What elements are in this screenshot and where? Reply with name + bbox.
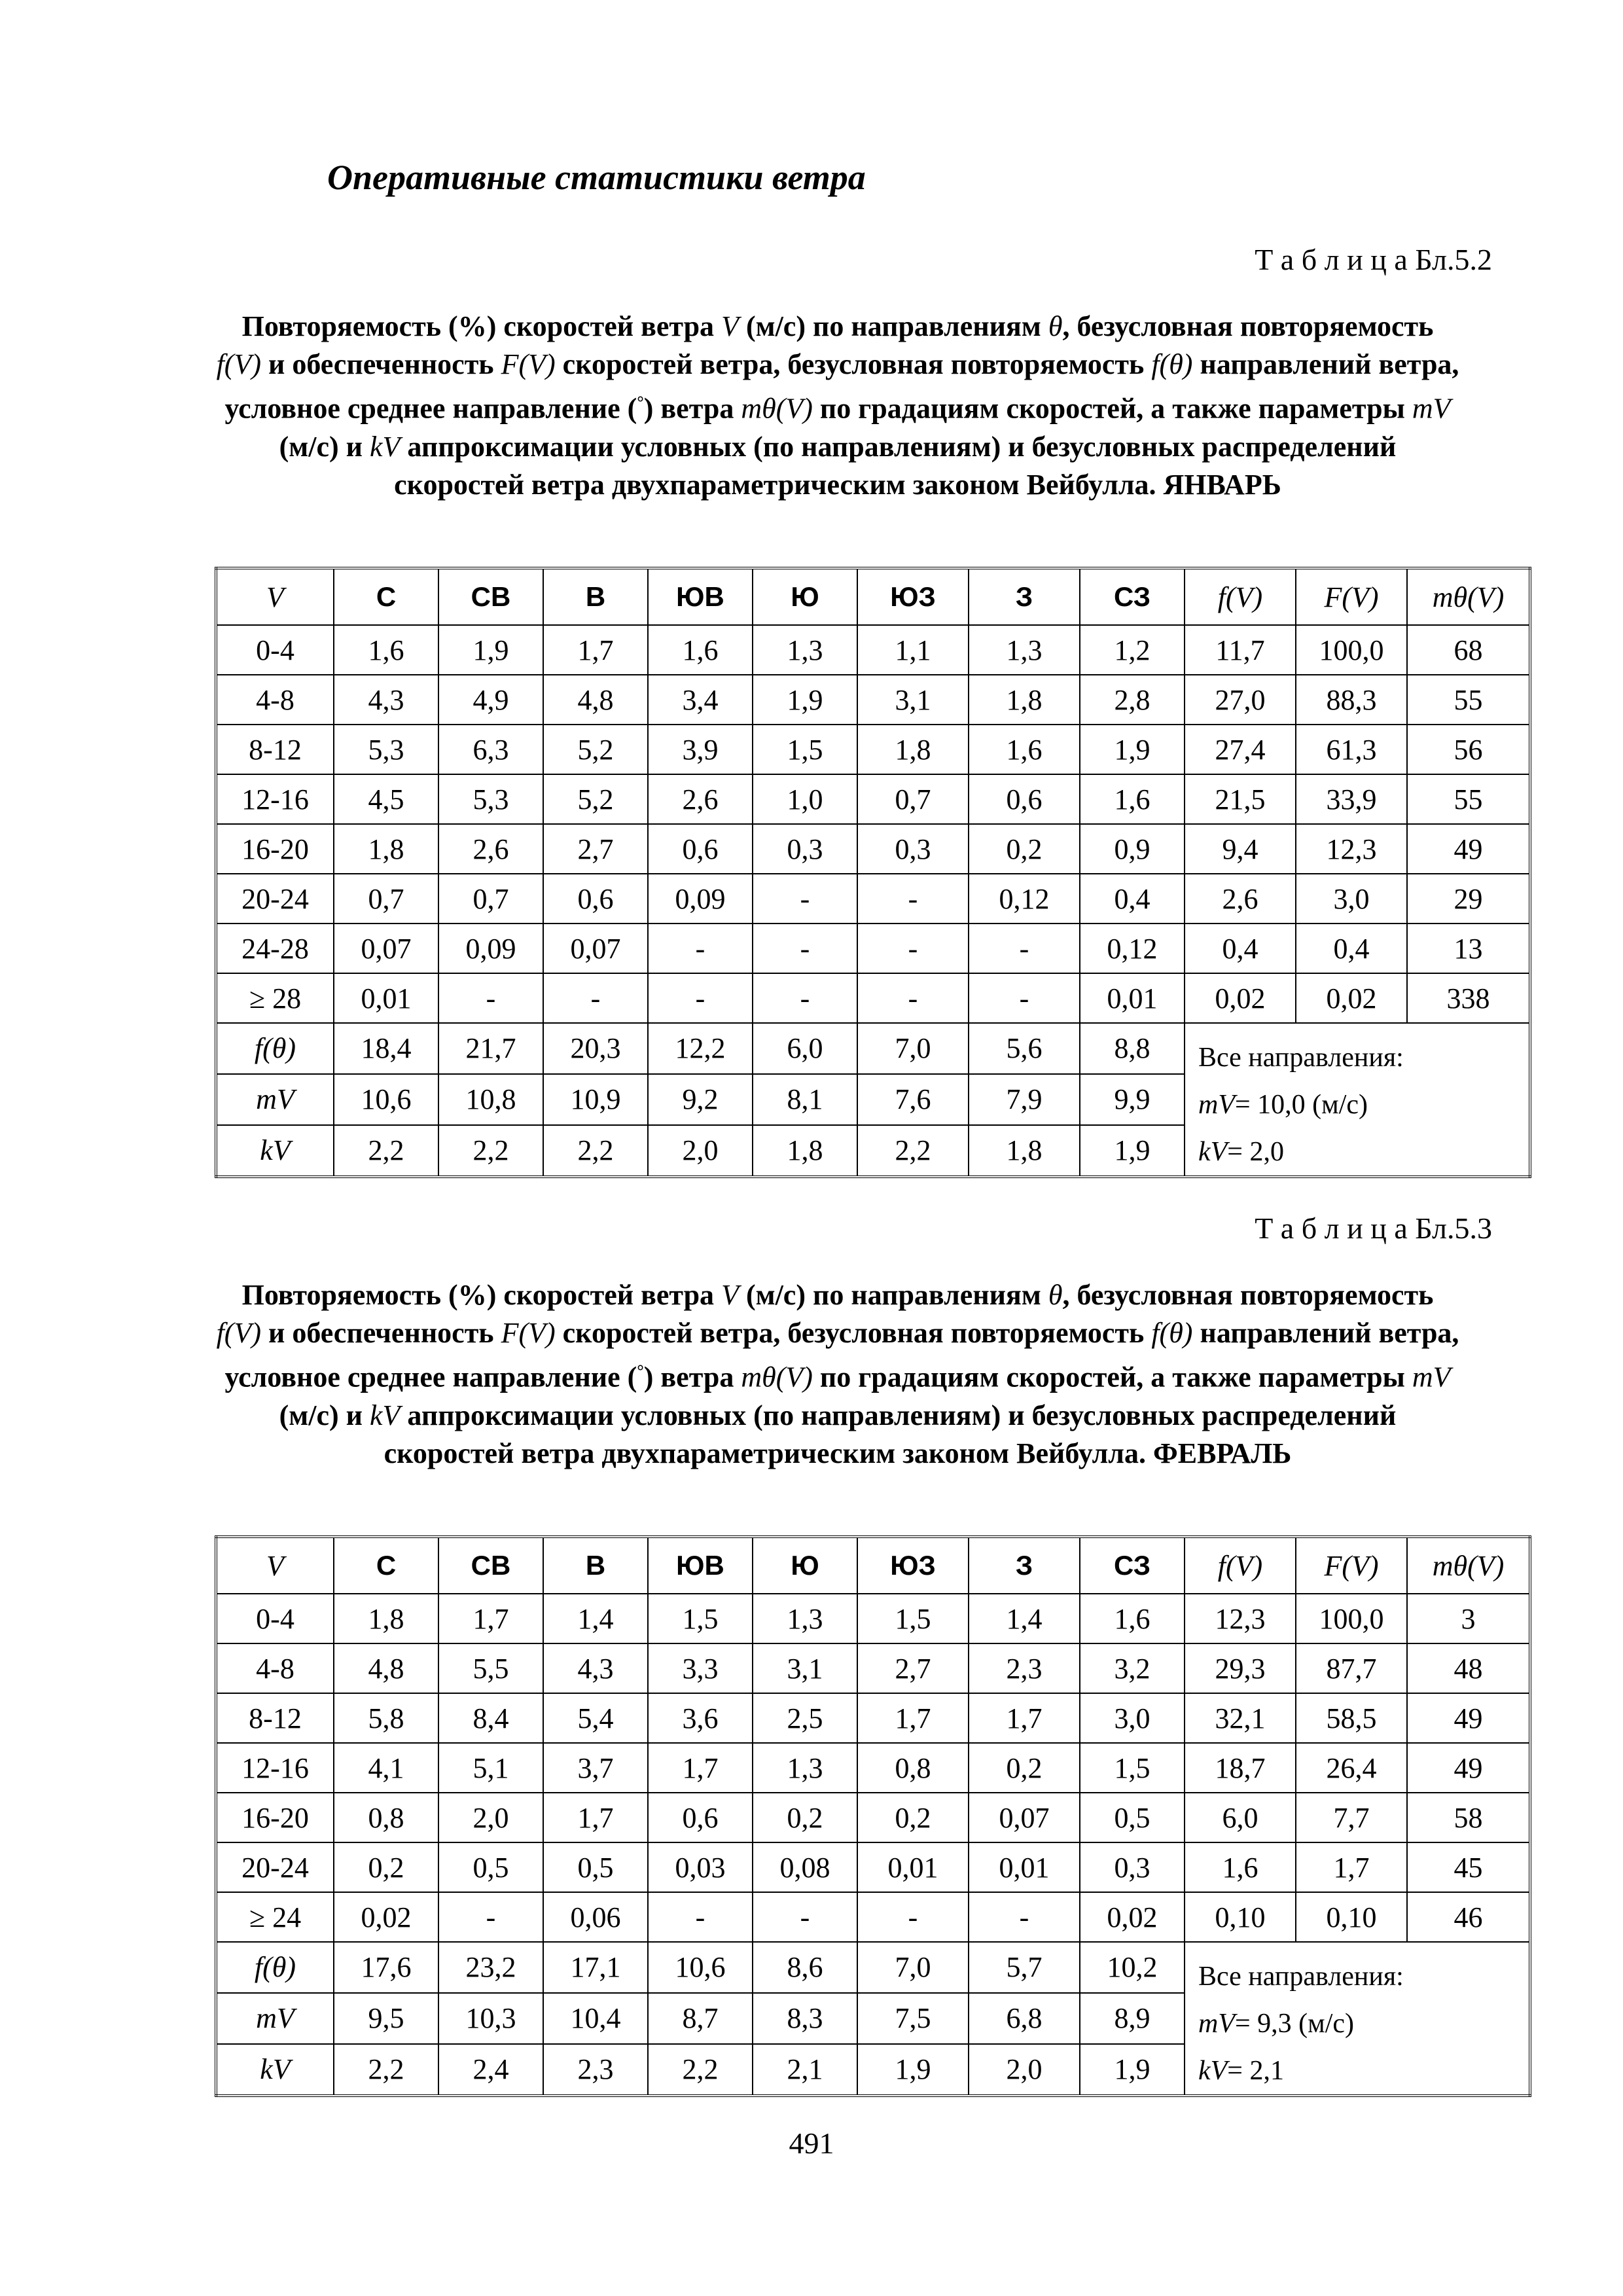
cell-value: 8,9 bbox=[1080, 1993, 1185, 2044]
cell-value: 3,4 bbox=[648, 675, 753, 725]
cell-value: 1,5 bbox=[753, 725, 857, 774]
cell-m-theta: 55 bbox=[1407, 774, 1530, 824]
cell-value: 2,6 bbox=[648, 774, 753, 824]
cell-value: 5,2 bbox=[543, 725, 648, 774]
cell-value: - bbox=[753, 924, 857, 973]
cell-value: 1,3 bbox=[753, 1743, 857, 1793]
cell-value: 9,9 bbox=[1080, 1074, 1185, 1125]
cell-m-theta: 338 bbox=[1407, 973, 1530, 1023]
cell-value: 1,7 bbox=[857, 1693, 969, 1743]
table-caption: Повторяемость (%) скоростей ветра V (м/с) по направлениям θ, безусловная повторяемость f(V) и обеспеченность F(V) скоростей ветра, безусловная повторяемость f(θ) направлений ветра, условное среднее направление (°) ветра mθ(V) по градациям скоростей, а также параметры mV (м/с) и kV аппроксимации условных (по направлениям) и безусловных распределений скоростей ветра двухпараметрическим законом Вейбулла. ФЕВРАЛЬ bbox=[216, 1279, 1459, 1469]
cell-value: 0,01 bbox=[334, 973, 438, 1023]
header-v: V bbox=[216, 568, 334, 625]
cell-Fv: 0,02 bbox=[1296, 973, 1407, 1023]
summary-kv: kV= 2,0 bbox=[1198, 1137, 1284, 1167]
cell-value: 7,6 bbox=[857, 1074, 969, 1125]
table-row bbox=[216, 1892, 1530, 1942]
header-m-theta: mθ(V) bbox=[1407, 1537, 1530, 1594]
cell-value: 5,6 bbox=[969, 1023, 1080, 1074]
cell-value: 0,01 bbox=[857, 1842, 969, 1892]
cell-value: 2,0 bbox=[438, 1793, 543, 1842]
cell-value: 1,7 bbox=[543, 1793, 648, 1842]
table-month: ФЕВРАЛЬ bbox=[1152, 1437, 1292, 1469]
cell-value: - bbox=[969, 1892, 1080, 1942]
cell-value: 5,3 bbox=[438, 774, 543, 824]
cell-value: 1,2 bbox=[1080, 625, 1185, 675]
cell-value: 0,08 bbox=[753, 1842, 857, 1892]
speed-range: 8-12 bbox=[216, 725, 334, 774]
speed-range: 0-4 bbox=[216, 625, 334, 675]
cell-value: 1,9 bbox=[1080, 2044, 1185, 2096]
header-direction: Ю bbox=[753, 568, 857, 625]
cell-value: 3,1 bbox=[753, 1643, 857, 1693]
table-row bbox=[216, 973, 1530, 1023]
table-number: Т а б л и ц а Бл.5.2 bbox=[1255, 243, 1492, 276]
row-label: mV bbox=[216, 1993, 334, 2044]
table-row bbox=[216, 1842, 1530, 1892]
header-fv: f(V) bbox=[1185, 568, 1296, 625]
cell-m-theta: 49 bbox=[1407, 824, 1530, 874]
cell-value: 5,3 bbox=[334, 725, 438, 774]
cell-value: 0,5 bbox=[1080, 1793, 1185, 1842]
cell-value: - bbox=[753, 874, 857, 924]
cell-m-theta: 49 bbox=[1407, 1743, 1530, 1793]
table-row bbox=[216, 824, 1530, 874]
speed-range: 4-8 bbox=[216, 675, 334, 725]
cell-value: 0,02 bbox=[1080, 1892, 1185, 1942]
cell-Fv: 100,0 bbox=[1296, 1594, 1407, 1643]
cell-value: 1,9 bbox=[1080, 1125, 1185, 1177]
cell-value: 5,8 bbox=[334, 1693, 438, 1743]
section-title: Оперативные статистики ветра bbox=[327, 158, 866, 197]
cell-value: 0,5 bbox=[543, 1842, 648, 1892]
cell-value: - bbox=[648, 973, 753, 1023]
cell-value: 1,8 bbox=[334, 824, 438, 874]
cell-value: 1,1 bbox=[857, 625, 969, 675]
cell-value: 5,5 bbox=[438, 1643, 543, 1693]
cell-value: - bbox=[438, 973, 543, 1023]
cell-value: 4,8 bbox=[543, 675, 648, 725]
cell-value: 0,2 bbox=[857, 1793, 969, 1842]
cell-value: 0,6 bbox=[543, 874, 648, 924]
row-label: kV bbox=[216, 2044, 334, 2096]
header-direction: ЮВ bbox=[648, 568, 753, 625]
cell-value: - bbox=[753, 1892, 857, 1942]
cell-value: - bbox=[857, 924, 969, 973]
speed-range: 16-20 bbox=[216, 824, 334, 874]
cell-fv: 12,3 bbox=[1185, 1594, 1296, 1643]
row-label: f(θ) bbox=[216, 1023, 334, 1074]
cell-value: 7,9 bbox=[969, 1074, 1080, 1125]
cell-value: 10,9 bbox=[543, 1074, 648, 1125]
cell-value: 0,8 bbox=[857, 1743, 969, 1793]
cell-value: 1,7 bbox=[438, 1594, 543, 1643]
header-direction: СЗ bbox=[1080, 568, 1185, 625]
cell-value: 1,5 bbox=[1080, 1743, 1185, 1793]
cell-value: - bbox=[648, 1892, 753, 1942]
cell-value: - bbox=[857, 973, 969, 1023]
cell-fv: 32,1 bbox=[1185, 1693, 1296, 1743]
cell-value: 10,4 bbox=[543, 1993, 648, 2044]
cell-value: 0,7 bbox=[857, 774, 969, 824]
cell-value: 1,0 bbox=[753, 774, 857, 824]
cell-value: 3,3 bbox=[648, 1643, 753, 1693]
cell-value: 2,3 bbox=[969, 1643, 1080, 1693]
cell-value: 2,2 bbox=[334, 2044, 438, 2096]
cell-value: 3,9 bbox=[648, 725, 753, 774]
cell-value: 1,6 bbox=[969, 725, 1080, 774]
cell-value: 8,4 bbox=[438, 1693, 543, 1743]
cell-value: 10,6 bbox=[334, 1074, 438, 1125]
cell-value: 0,3 bbox=[857, 824, 969, 874]
cell-value: 1,4 bbox=[969, 1594, 1080, 1643]
cell-value: 3,1 bbox=[857, 675, 969, 725]
cell-value: - bbox=[543, 973, 648, 1023]
cell-value: 2,0 bbox=[648, 1125, 753, 1177]
cell-Fv: 87,7 bbox=[1296, 1643, 1407, 1693]
cell-value: 0,5 bbox=[438, 1842, 543, 1892]
header-direction: З bbox=[969, 1537, 1080, 1594]
summary-mv: mV= 10,0 (м/с) bbox=[1198, 1090, 1368, 1120]
cell-value: 0,01 bbox=[969, 1842, 1080, 1892]
cell-fv: 21,5 bbox=[1185, 774, 1296, 824]
cell-value: 7,5 bbox=[857, 1993, 969, 2044]
header-direction: В bbox=[543, 568, 648, 625]
cell-value: 0,6 bbox=[969, 774, 1080, 824]
cell-value: - bbox=[438, 1892, 543, 1942]
cell-fv: 27,0 bbox=[1185, 675, 1296, 725]
cell-value: 2,5 bbox=[753, 1693, 857, 1743]
speed-range: 20-24 bbox=[216, 1842, 334, 1892]
header-fv: f(V) bbox=[1185, 1537, 1296, 1594]
cell-value: 2,2 bbox=[543, 1125, 648, 1177]
table-row bbox=[216, 1693, 1530, 1743]
cell-value: 1,6 bbox=[648, 625, 753, 675]
cell-value: 0,2 bbox=[334, 1842, 438, 1892]
cell-value: 8,6 bbox=[753, 1942, 857, 1993]
cell-value: 2,6 bbox=[438, 824, 543, 874]
cell-value: 10,8 bbox=[438, 1074, 543, 1125]
header-row bbox=[216, 1537, 1530, 1594]
cell-value: 4,1 bbox=[334, 1743, 438, 1793]
cell-value: 0,9 bbox=[1080, 824, 1185, 874]
cell-fv: 29,3 bbox=[1185, 1643, 1296, 1693]
cell-Fv: 0,4 bbox=[1296, 924, 1407, 973]
cell-value: 0,4 bbox=[1080, 874, 1185, 924]
cell-value: 0,07 bbox=[543, 924, 648, 973]
table-caption: Повторяемость (%) скоростей ветра V (м/с) по направлениям θ, безусловная повторяемость f(V) и обеспеченность F(V) скоростей ветра, безусловная повторяемость f(θ) направлений ветра, условное среднее направление (°) ветра mθ(V) по градациям скоростей, а также параметры mV (м/с) и kV аппроксимации условных (по направлениям) и безусловных распределений скоростей ветра двухпараметрическим законом Вейбулла. ЯНВАРЬ bbox=[216, 310, 1459, 501]
cell-value: 5,7 bbox=[969, 1942, 1080, 1993]
header-direction: В bbox=[543, 1537, 648, 1594]
cell-value: 1,3 bbox=[753, 1594, 857, 1643]
cell-value: 2,3 bbox=[543, 2044, 648, 2096]
speed-range: 20-24 bbox=[216, 874, 334, 924]
cell-m-theta: 49 bbox=[1407, 1693, 1530, 1743]
cell-fv: 9,4 bbox=[1185, 824, 1296, 874]
cell-m-theta: 29 bbox=[1407, 874, 1530, 924]
cell-value: 6,0 bbox=[753, 1023, 857, 1074]
cell-value: 1,8 bbox=[857, 725, 969, 774]
cell-value: 6,8 bbox=[969, 1993, 1080, 2044]
cell-Fv: 7,7 bbox=[1296, 1793, 1407, 1842]
cell-value: 9,5 bbox=[334, 1993, 438, 2044]
speed-range: 4-8 bbox=[216, 1643, 334, 1693]
cell-fv: 27,4 bbox=[1185, 725, 1296, 774]
table-number: Т а б л и ц а Бл.5.3 bbox=[1255, 1211, 1492, 1245]
table-row bbox=[216, 1743, 1530, 1793]
cell-value: 1,6 bbox=[1080, 1594, 1185, 1643]
cell-value: 0,12 bbox=[1080, 924, 1185, 973]
cell-value: 10,6 bbox=[648, 1942, 753, 1993]
cell-value: 2,0 bbox=[969, 2044, 1080, 2096]
cell-fv: 11,7 bbox=[1185, 625, 1296, 675]
cell-m-theta: 58 bbox=[1407, 1793, 1530, 1842]
cell-value: 5,2 bbox=[543, 774, 648, 824]
row-label: kV bbox=[216, 1125, 334, 1177]
cell-value: 10,3 bbox=[438, 1993, 543, 2044]
cell-Fv: 1,7 bbox=[1296, 1842, 1407, 1892]
header-direction: З bbox=[969, 568, 1080, 625]
cell-value: 1,3 bbox=[753, 625, 857, 675]
cell-value: 2,8 bbox=[1080, 675, 1185, 725]
table-row bbox=[216, 874, 1530, 924]
cell-m-theta: 55 bbox=[1407, 675, 1530, 725]
cell-value: 2,4 bbox=[438, 2044, 543, 2096]
cell-m-theta: 48 bbox=[1407, 1643, 1530, 1693]
header-direction: ЮЗ bbox=[857, 568, 969, 625]
cell-m-theta: 46 bbox=[1407, 1892, 1530, 1942]
cell-value: 5,4 bbox=[543, 1693, 648, 1743]
cell-value: 4,3 bbox=[334, 675, 438, 725]
table-row bbox=[216, 1643, 1530, 1693]
cell-value: 1,9 bbox=[1080, 725, 1185, 774]
table-row bbox=[216, 725, 1530, 774]
cell-value: 2,2 bbox=[857, 1125, 969, 1177]
cell-fv: 0,10 bbox=[1185, 1892, 1296, 1942]
summary-mv: mV= 9,3 (м/с) bbox=[1198, 2009, 1355, 2039]
table-row bbox=[216, 924, 1530, 973]
header-m-theta: mθ(V) bbox=[1407, 568, 1530, 625]
cell-value: 4,5 bbox=[334, 774, 438, 824]
summary-label: Все направления: bbox=[1198, 1043, 1404, 1073]
speed-range: 8-12 bbox=[216, 1693, 334, 1743]
header-Fv: F(V) bbox=[1296, 568, 1407, 625]
cell-value: 1,3 bbox=[969, 625, 1080, 675]
cell-value: 4,3 bbox=[543, 1643, 648, 1693]
cell-value: 2,7 bbox=[543, 824, 648, 874]
cell-value: 20,3 bbox=[543, 1023, 648, 1074]
all-directions-summary bbox=[1185, 1942, 1530, 2096]
cell-value: 0,6 bbox=[648, 824, 753, 874]
cell-value: 0,8 bbox=[334, 1793, 438, 1842]
cell-value: 8,1 bbox=[753, 1074, 857, 1125]
wind-table-february bbox=[215, 1535, 1531, 2097]
row-label: mV bbox=[216, 1074, 334, 1125]
cell-value: 3,7 bbox=[543, 1743, 648, 1793]
cell-value: 1,9 bbox=[857, 2044, 969, 2096]
cell-value: 0,09 bbox=[438, 924, 543, 973]
cell-value: 0,09 bbox=[648, 874, 753, 924]
cell-m-theta: 45 bbox=[1407, 1842, 1530, 1892]
cell-value: 0,12 bbox=[969, 874, 1080, 924]
table-row bbox=[216, 625, 1530, 675]
cell-value: 1,8 bbox=[969, 675, 1080, 725]
cell-value: 1,8 bbox=[753, 1125, 857, 1177]
cell-fv: 18,7 bbox=[1185, 1743, 1296, 1793]
cell-value: 1,5 bbox=[857, 1594, 969, 1643]
table-row bbox=[216, 1793, 1530, 1842]
cell-value: 1,9 bbox=[753, 675, 857, 725]
header-row bbox=[216, 568, 1530, 625]
cell-fv: 6,0 bbox=[1185, 1793, 1296, 1842]
cell-m-theta: 56 bbox=[1407, 725, 1530, 774]
cell-Fv: 12,3 bbox=[1296, 824, 1407, 874]
header-direction: СВ bbox=[438, 568, 543, 625]
cell-Fv: 88,3 bbox=[1296, 675, 1407, 725]
cell-Fv: 33,9 bbox=[1296, 774, 1407, 824]
table-row bbox=[216, 774, 1530, 824]
cell-value: 1,5 bbox=[648, 1594, 753, 1643]
page-number: 491 bbox=[789, 2126, 834, 2160]
cell-value: 17,1 bbox=[543, 1942, 648, 1993]
all-directions-summary bbox=[1185, 1023, 1530, 1177]
cell-value: 2,1 bbox=[753, 2044, 857, 2096]
cell-value: 0,06 bbox=[543, 1892, 648, 1942]
cell-fv: 0,02 bbox=[1185, 973, 1296, 1023]
cell-value: 0,2 bbox=[969, 1743, 1080, 1793]
cell-Fv: 3,0 bbox=[1296, 874, 1407, 924]
cell-value: 1,8 bbox=[969, 1125, 1080, 1177]
cell-value: 2,2 bbox=[438, 1125, 543, 1177]
cell-Fv: 26,4 bbox=[1296, 1743, 1407, 1793]
header-direction: СВ bbox=[438, 1537, 543, 1594]
cell-value: 23,2 bbox=[438, 1942, 543, 1993]
cell-value: 0,2 bbox=[969, 824, 1080, 874]
header-Fv: F(V) bbox=[1296, 1537, 1407, 1594]
header-v: V bbox=[216, 1537, 334, 1594]
header-direction: ЮЗ bbox=[857, 1537, 969, 1594]
speed-range: 0-4 bbox=[216, 1594, 334, 1643]
header-direction: СЗ bbox=[1080, 1537, 1185, 1594]
cell-value: 0,02 bbox=[334, 1892, 438, 1942]
cell-value: 1,7 bbox=[648, 1743, 753, 1793]
summary-kv: kV= 2,1 bbox=[1198, 2056, 1284, 2086]
cell-value: 21,7 bbox=[438, 1023, 543, 1074]
cell-fv: 2,6 bbox=[1185, 874, 1296, 924]
cell-value: 0,3 bbox=[753, 824, 857, 874]
cell-value: 3,6 bbox=[648, 1693, 753, 1743]
wind-table-january bbox=[215, 567, 1531, 1178]
cell-value: - bbox=[857, 874, 969, 924]
cell-value: 0,03 bbox=[648, 1842, 753, 1892]
speed-range: ≥ 24 bbox=[216, 1892, 334, 1942]
speed-range: ≥ 28 bbox=[216, 973, 334, 1023]
cell-value: 4,9 bbox=[438, 675, 543, 725]
cell-m-theta: 13 bbox=[1407, 924, 1530, 973]
cell-value: 10,2 bbox=[1080, 1942, 1185, 1993]
cell-value: 0,7 bbox=[334, 874, 438, 924]
row-f-theta bbox=[216, 1023, 1530, 1074]
speed-range: 12-16 bbox=[216, 1743, 334, 1793]
cell-Fv: 100,0 bbox=[1296, 625, 1407, 675]
cell-Fv: 58,5 bbox=[1296, 1693, 1407, 1743]
cell-value: 6,3 bbox=[438, 725, 543, 774]
cell-value: 3,0 bbox=[1080, 1693, 1185, 1743]
cell-value: 2,2 bbox=[334, 1125, 438, 1177]
cell-value: 0,3 bbox=[1080, 1842, 1185, 1892]
cell-value: 1,7 bbox=[543, 625, 648, 675]
cell-value: - bbox=[648, 924, 753, 973]
cell-fv: 1,6 bbox=[1185, 1842, 1296, 1892]
cell-value: 4,8 bbox=[334, 1643, 438, 1693]
cell-value: 1,4 bbox=[543, 1594, 648, 1643]
cell-value: 18,4 bbox=[334, 1023, 438, 1074]
cell-Fv: 61,3 bbox=[1296, 725, 1407, 774]
cell-fv: 0,4 bbox=[1185, 924, 1296, 973]
cell-value: 8,8 bbox=[1080, 1023, 1185, 1074]
cell-value: - bbox=[969, 924, 1080, 973]
cell-value: 0,01 bbox=[1080, 973, 1185, 1023]
cell-value: 9,2 bbox=[648, 1074, 753, 1125]
cell-value: 5,1 bbox=[438, 1743, 543, 1793]
cell-value: 0,7 bbox=[438, 874, 543, 924]
cell-value: 7,0 bbox=[857, 1023, 969, 1074]
cell-Fv: 0,10 bbox=[1296, 1892, 1407, 1942]
header-direction: С bbox=[334, 1537, 438, 1594]
header-direction: С bbox=[334, 568, 438, 625]
cell-m-theta: 68 bbox=[1407, 625, 1530, 675]
header-direction: Ю bbox=[753, 1537, 857, 1594]
cell-value: 0,6 bbox=[648, 1793, 753, 1842]
cell-value: 1,8 bbox=[334, 1594, 438, 1643]
cell-value: - bbox=[969, 973, 1080, 1023]
summary-label: Все направления: bbox=[1198, 1962, 1404, 1992]
cell-value: 3,2 bbox=[1080, 1643, 1185, 1693]
row-label: f(θ) bbox=[216, 1942, 334, 1993]
cell-value: 12,2 bbox=[648, 1023, 753, 1074]
speed-range: 24-28 bbox=[216, 924, 334, 973]
header-direction: ЮВ bbox=[648, 1537, 753, 1594]
cell-value: 0,07 bbox=[969, 1793, 1080, 1842]
cell-m-theta: 3 bbox=[1407, 1594, 1530, 1643]
cell-value: - bbox=[857, 1892, 969, 1942]
speed-range: 16-20 bbox=[216, 1793, 334, 1842]
cell-value: 2,2 bbox=[648, 2044, 753, 2096]
table-row bbox=[216, 675, 1530, 725]
table-row bbox=[216, 1594, 1530, 1643]
cell-value: - bbox=[753, 973, 857, 1023]
cell-value: 1,9 bbox=[438, 625, 543, 675]
cell-value: 1,6 bbox=[1080, 774, 1185, 824]
cell-value: 0,07 bbox=[334, 924, 438, 973]
cell-value: 8,3 bbox=[753, 1993, 857, 2044]
cell-value: 2,7 bbox=[857, 1643, 969, 1693]
cell-value: 0,2 bbox=[753, 1793, 857, 1842]
speed-range: 12-16 bbox=[216, 774, 334, 824]
row-f-theta bbox=[216, 1942, 1530, 1993]
cell-value: 8,7 bbox=[648, 1993, 753, 2044]
table-month: ЯНВАРЬ bbox=[1163, 468, 1281, 501]
cell-value: 1,7 bbox=[969, 1693, 1080, 1743]
cell-value: 17,6 bbox=[334, 1942, 438, 1993]
cell-value: 7,0 bbox=[857, 1942, 969, 1993]
cell-value: 1,6 bbox=[334, 625, 438, 675]
